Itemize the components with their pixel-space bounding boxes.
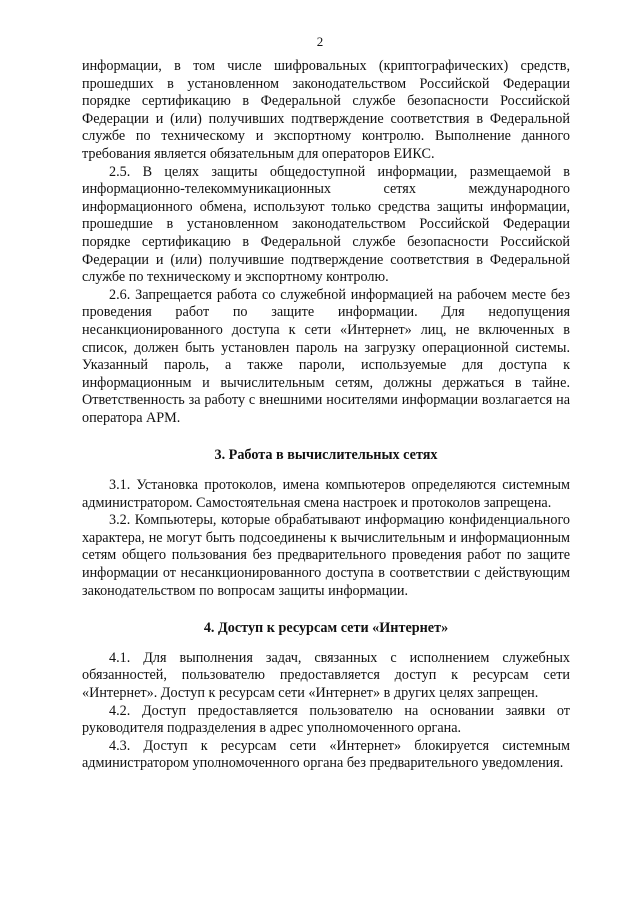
paragraph-4-2: 4.2. Доступ предоставляется пользователю на основании заявки от руководителя подразделения в адрес уполномоченного органа. (82, 702, 570, 737)
paragraph-4-3: 4.3. Доступ к ресурсам сети «Интернет» блокируется системным администратором уполномоченного органа без предварительного уведомления. (82, 737, 570, 772)
paragraph-continuation: информации, в том числе шифровальных (криптографических) средств, прошедших в установленном законодательством Российской Федерации порядке сертификацию в Федеральной службе безопасности Российской Федерации и (или) получивших подтверждение соответствия в Федеральной службе по техническому и экспортному контролю. Выполнение данного требования является обязательным для операторов ЕИКС. (82, 58, 570, 162)
document-body (82, 58, 570, 773)
paragraph-2-6: 2.6. Запрещается работа со служебной информацией на рабочем месте без проведения работ по защите информации. Для недопущения несанкционированного доступа к сети «Интернет» лиц, не включенных в список, должен быть установлен пароль на загрузку операционной системы. Указанный пароль, а также пароли, используемые для доступа к информационным и вычислительным сетям, должны держаться в тайне. Ответственность за работу с внешними носителями информации возлагается на оператора АРМ. (82, 286, 570, 426)
paragraph-3-1: 3.1. Установка протоколов, имена компьютеров определяются системным администратором. Самостоятельная смена настроек и протоколов запрещена. (82, 477, 570, 511)
paragraph-4-1: 4.1. Для выполнения задач, связанных с исполнением служебных обязанностей, пользователю предоставляется доступ к ресурсам сети «Интернет». Доступ к ресурсам сети «Интернет» в других целях запрещен. (82, 649, 570, 701)
paragraph-3-2: 3.2. Компьютеры, которые обрабатывают информацию конфиденциального характера, не могут быть подсоединены к вычислительным и информационным сетям общего пользования без предварительного проведения работ по защите информации от несанкционированного доступа в соответствии с действующим законодательством по вопросам защиты информации. (82, 512, 570, 599)
section-3-heading: 3. Работа в вычислительных сетях (214, 447, 438, 464)
paragraph-2-5: 2.5. В целях защиты общедоступной информации, размещаемой в информационно-телекоммуникационных сетях международного информационного обмена, используют только средства защиты информации, прошедшие в установленном законодательством Российской Федерации порядке сертификацию в Федеральной службе безопасности Российской Федерации и (или) получившие подтверждение соответствия в Федеральной службе по техническому и экспортному контролю. (82, 163, 570, 286)
section-4-heading: 4. Доступ к ресурсам сети «Интернет» (203, 620, 449, 637)
page-number: 2 (316, 34, 324, 49)
